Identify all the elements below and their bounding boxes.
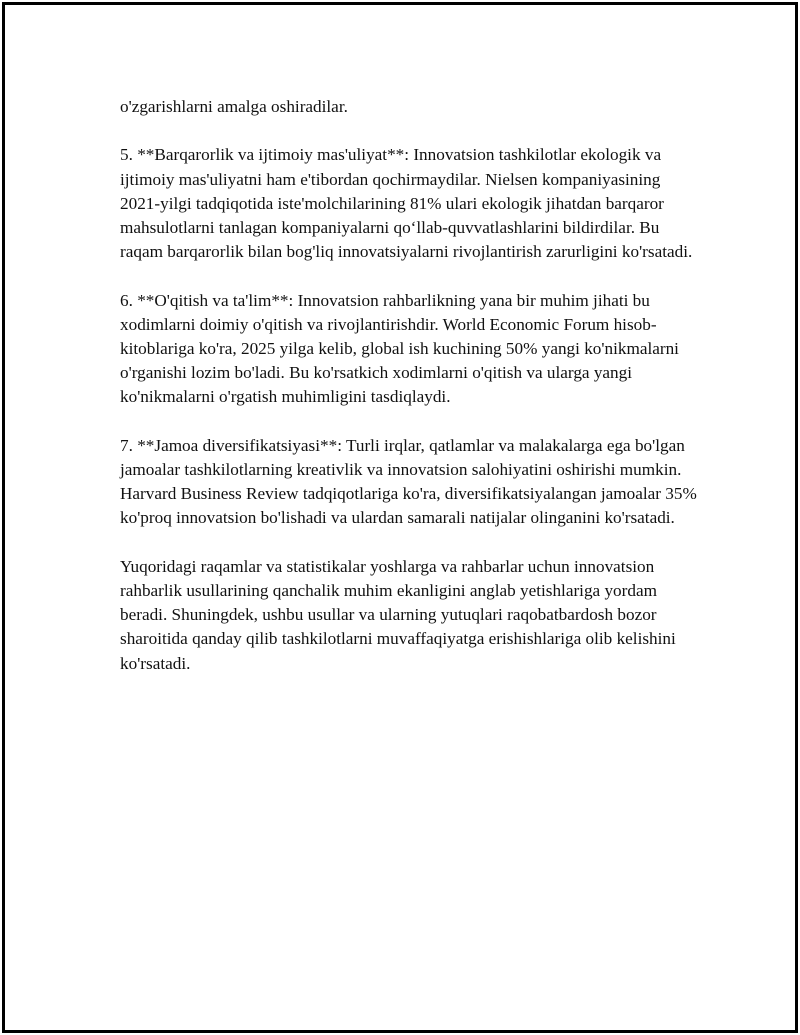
paragraph-training: 6. **O'qitish va ta'lim**: Innovatsion rahbarlikning yana bir muhim jihati bu xodimlarni doimiy o'qitish va rivojlantirishdir. World Economic Forum hisob-kitoblariga ko'ra, 2025 yilga kelib, global ish kuchining 50% yangi ko'nikmalarni o'rganishi lozim bo'ladi. Bu ko'rsatkich xodimlarni o'qitish va ularga yangi ko'nikmalarni o'rgatish muhimligini tasdiqlaydi.	[120, 290, 679, 407]
page-content	[120, 95, 700, 700]
paragraph-continuation: o'zgarishlarni amalga oshiradilar.	[120, 97, 348, 116]
page-frame	[2, 2, 798, 1033]
paragraph-sustainability: 5. **Barqarorlik va ijtimoiy mas'uliyat**: Innovatsion tashkilotlar ekologik va ijtimoiy mas'uliyatni ham e'tibordan qochirmaydilar. Nielsen kompaniyasining 2021-yilgi tadqiqotida iste'molchilarining 81% ulari ekologik jihatdan barqaror mahsulotlarni tanlagan kompaniyalarni qo‘llab-quvvatlashlarini bildirdilar. Bu raqam barqarorlik bilan bog'liq innovatsiyalarni rivojlantirish zarurligini ko'rsatadi.	[120, 145, 693, 262]
paragraph-team-diversity: 7. **Jamoa diversifikatsiyasi**: Turli irqlar, qatlamlar va malakalarga ega bo'lgan jamoalar tashkilotlarning kreativlik va innovatsion salohiyatini oshirishi mumkin. Harvard Business Review tadqiqotlariga ko'ra, diversifikatsiyalangan jamoalar 35% ko'proq innovatsion bo'lishadi va ulardan samarali natijalar olinganini ko'rsatadi.	[120, 435, 697, 528]
paragraph-conclusion: Yuqoridagi raqamlar va statistikalar yoshlarga va rahbarlar uchun innovatsion rahbarlik usullarining qanchalik muhim ekanligini anglab yetishlariga yordam beradi. Shuningdek, ushbu usullar va ularning yutuqlari raqobatbardosh bozor sharoitida qanday qilib tashkilotlarni muvaffaqiyatga erishishlariga olib kelishini ko'rsatadi.	[120, 556, 676, 673]
